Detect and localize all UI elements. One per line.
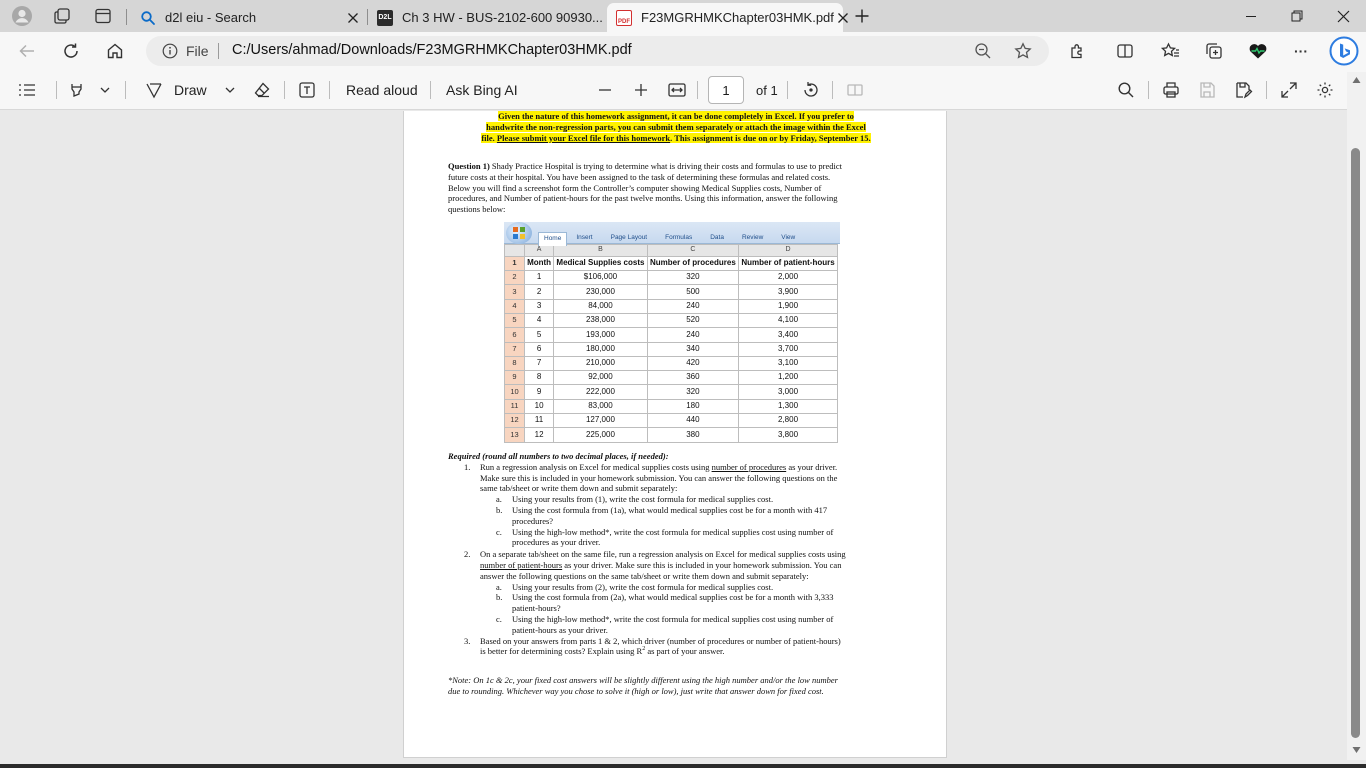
tab-title: Ch 3 HW - BUS-2102-600 90930...: [402, 10, 603, 25]
draw-button[interactable]: Draw: [174, 82, 207, 98]
table-row: 5 4 238,000 520 4,100: [505, 313, 838, 327]
pdf-page: [403, 111, 947, 758]
required-section: [448, 451, 910, 657]
table-row: 9 8 92,000 360 1,200: [505, 371, 838, 385]
restore-button[interactable]: [1274, 0, 1320, 32]
more-options-icon[interactable]: ···: [1294, 43, 1308, 59]
ribbon-tab-home: Home: [538, 232, 567, 246]
required-item-2: 2. On a separate tab/sheet on the same file, run a regression analysis on Excel for medical supplies costs using number of patient-hours as your driver. Make sure this is included in your homework submission. You can answer the following questions on the same tab/sheet or write them down and submit separately: a. Using your results from (2), write the cost formula for medical supplies cost. b. Using the cost formula from (2a), what would medical supplies cost be for a month with 3,333 patient-hours? c. Using the high-low method*, write the cost formula for medical supplies cost using number of patient-hours as your driver.: [464, 549, 846, 635]
tab-title: d2l eiu - Search: [165, 10, 257, 25]
fit-to-width-icon[interactable]: [666, 79, 688, 101]
vertical-scrollbar[interactable]: [1347, 72, 1366, 760]
table-row: 2 1 $106,000 320 2,000: [505, 271, 838, 285]
favorite-star-icon[interactable]: [1014, 42, 1032, 60]
eraser-icon[interactable]: [251, 79, 273, 101]
table-row: 4 3 84,000 240 1,900: [505, 299, 838, 313]
ribbon-tab-view: View: [781, 234, 796, 241]
ask-bing-ai-button[interactable]: Ask Bing AI: [446, 82, 518, 98]
address-toolbar: [0, 32, 1366, 70]
tab-title: F23MGRHMKChapter03HMK.pdf: [641, 10, 834, 25]
required-heading: Required (round all numbers to two decimal places, if needed):: [448, 451, 669, 461]
print-icon[interactable]: [1160, 79, 1182, 101]
tab-actions-icon[interactable]: [92, 5, 114, 27]
tab-d2l-search[interactable]: [132, 3, 366, 32]
page-view-icon: [844, 79, 866, 101]
collections-icon[interactable]: [1202, 39, 1226, 63]
add-text-icon[interactable]: [296, 79, 318, 101]
close-window-button[interactable]: [1320, 0, 1366, 32]
back-icon[interactable]: [15, 39, 39, 63]
split-screen-icon[interactable]: [1113, 39, 1137, 63]
d2l-logo-icon: D2L: [377, 10, 393, 26]
close-tab-icon[interactable]: [834, 9, 852, 27]
settings-gear-icon[interactable]: [1314, 79, 1336, 101]
question-1-paragraph: Question 1) Shady Practice Hospital is trying to determine what is driving their costs and formulas to use to predict future costs at their hospital. You have been assigned to the task of determining these formulas and related costs. Below you will find a screenshot form the Controller’s computer showing Medical Supplies costs, Number of procedures, and Number of patient-hours for the past twelve months. Using this information, answer the following questions below:: [448, 161, 843, 215]
column-letter-row: A B C D: [505, 245, 838, 257]
table-row: 7 6 180,000 340 3,700: [505, 342, 838, 356]
browser-tab-bar: [0, 0, 1366, 32]
ribbon-tab-page-layout: Page Layout: [610, 234, 648, 241]
highlight-icon[interactable]: [66, 79, 88, 101]
url-separator: [218, 43, 219, 59]
extensions-icon[interactable]: [1065, 39, 1089, 63]
refresh-icon[interactable]: [59, 39, 83, 63]
url-bar[interactable]: [146, 36, 1049, 66]
page-total-label: of 1: [756, 83, 778, 98]
save-as-icon[interactable]: [1232, 79, 1254, 101]
zoom-out-icon[interactable]: [594, 79, 616, 101]
table-row: 10 9 222,000 320 3,000: [505, 385, 838, 399]
cost-header: Medical Supplies costs: [554, 256, 648, 270]
table-row: 11 10 83,000 180 1,300: [505, 399, 838, 413]
table-row: 8 7 210,000 420 3,100: [505, 356, 838, 370]
draw-dropdown-chevron-down-icon[interactable]: [219, 79, 241, 101]
table-of-contents-icon[interactable]: [16, 79, 38, 101]
profile-avatar-icon[interactable]: [11, 5, 33, 27]
new-tab-button[interactable]: [851, 5, 873, 27]
close-tab-icon[interactable]: [344, 9, 362, 27]
footnote: *Note: On 1c & 2c, your fixed cost answers will be slightly different using the high number and/or the low number due to rounding. Whichever way you chose to solve it (high or low), just write that answer down for fixed cost.: [448, 675, 838, 696]
required-item-3: 3. Based on your answers from parts 1 & 2, which driver (number of procedures or number of patient-hours) is better for determining costs? Explain using $R^2$ as part of your answer.: [464, 635, 841, 657]
table-header-row: 1 Month Medical Supplies costs Number of procedures Number of patient-hours: [505, 256, 838, 270]
save-icon: [1196, 79, 1218, 101]
excel-data-table: [504, 244, 838, 443]
home-icon[interactable]: [103, 39, 127, 63]
bing-copilot-icon[interactable]: [1329, 36, 1359, 66]
read-aloud-button[interactable]: Read aloud: [346, 82, 418, 98]
excel-ribbon: [504, 222, 840, 244]
pdf-toolbar: [0, 70, 1366, 110]
month-header: Month: [525, 256, 554, 270]
draw-icon[interactable]: [143, 79, 165, 101]
taskbar-edge: [0, 764, 1366, 768]
highlight-dropdown-chevron-down-icon[interactable]: [94, 79, 116, 101]
url-text[interactable]: C:/Users/ahmad/Downloads/F23MGRHMKChapter03HMK.pdf: [232, 42, 632, 58]
info-icon[interactable]: [162, 43, 178, 59]
workspaces-icon[interactable]: [51, 5, 73, 27]
table-row: 6 5 193,000 240 3,400: [505, 328, 838, 342]
table-row: 12 11 127,000 440 2,800: [505, 414, 838, 428]
page-number-input[interactable]: 1: [708, 76, 744, 104]
url-scheme-label: File: [186, 43, 209, 59]
table-row: 13 12 225,000 380 3,800: [505, 428, 838, 442]
browser-essentials-icon[interactable]: [1246, 39, 1270, 63]
search-icon[interactable]: [1115, 79, 1137, 101]
ribbon-tab-data: Data: [710, 234, 724, 241]
scrollbar-thumb[interactable]: [1351, 148, 1360, 738]
favorites-icon[interactable]: [1158, 39, 1182, 63]
required-item-1: 1. Run a regression analysis on Excel for medical supplies costs using number of procedures as your driver. Make sure this is included in your homework submission. You can answer the following questions on the same tab/sheet or write them down and submit separately: a. Using your results from (1), write the cost formula for medical supplies cost. b. Using the cost formula from (1a), what would medical supplies cost be for a month with 417 procedures? c. Using the high-low method*, write the cost formula for medical supplies cost using number of procedures as your driver.: [464, 461, 838, 548]
intro-paragraph: Given the nature of this homework assignment, it can be done completely in Excel. If you prefer to handwrite the non-regression parts, you can submit them separately or attach the image within the Excel file. Please submit your Excel file for this homework. This assignment is due on or by Friday, September 15.: [481, 111, 871, 143]
minimize-button[interactable]: [1228, 0, 1274, 32]
excel-screenshot: [504, 222, 840, 443]
ribbon-tab-formulas: Formulas: [665, 234, 693, 241]
rotate-icon[interactable]: [800, 79, 822, 101]
tab-pdf-active[interactable]: [607, 3, 843, 32]
search-icon: [140, 10, 156, 26]
ribbon-tab-insert: Insert: [576, 234, 593, 241]
procedures-header: Number of procedures: [647, 256, 738, 270]
table-row: 3 2 230,000 500 3,900: [505, 285, 838, 299]
scroll-down-arrow-icon[interactable]: [1352, 746, 1361, 754]
zoom-in-icon[interactable]: [630, 79, 652, 101]
scroll-up-arrow-icon[interactable]: [1352, 76, 1361, 84]
office-button-icon: [506, 222, 532, 244]
zoom-out-icon[interactable]: [974, 42, 992, 60]
pdf-icon: PDF: [616, 10, 632, 26]
hours-header: Number of patient-hours: [739, 256, 838, 270]
fullscreen-icon[interactable]: [1278, 79, 1300, 101]
ribbon-tab-review: Review: [741, 234, 764, 241]
tab-ch3-hw[interactable]: [370, 3, 606, 32]
